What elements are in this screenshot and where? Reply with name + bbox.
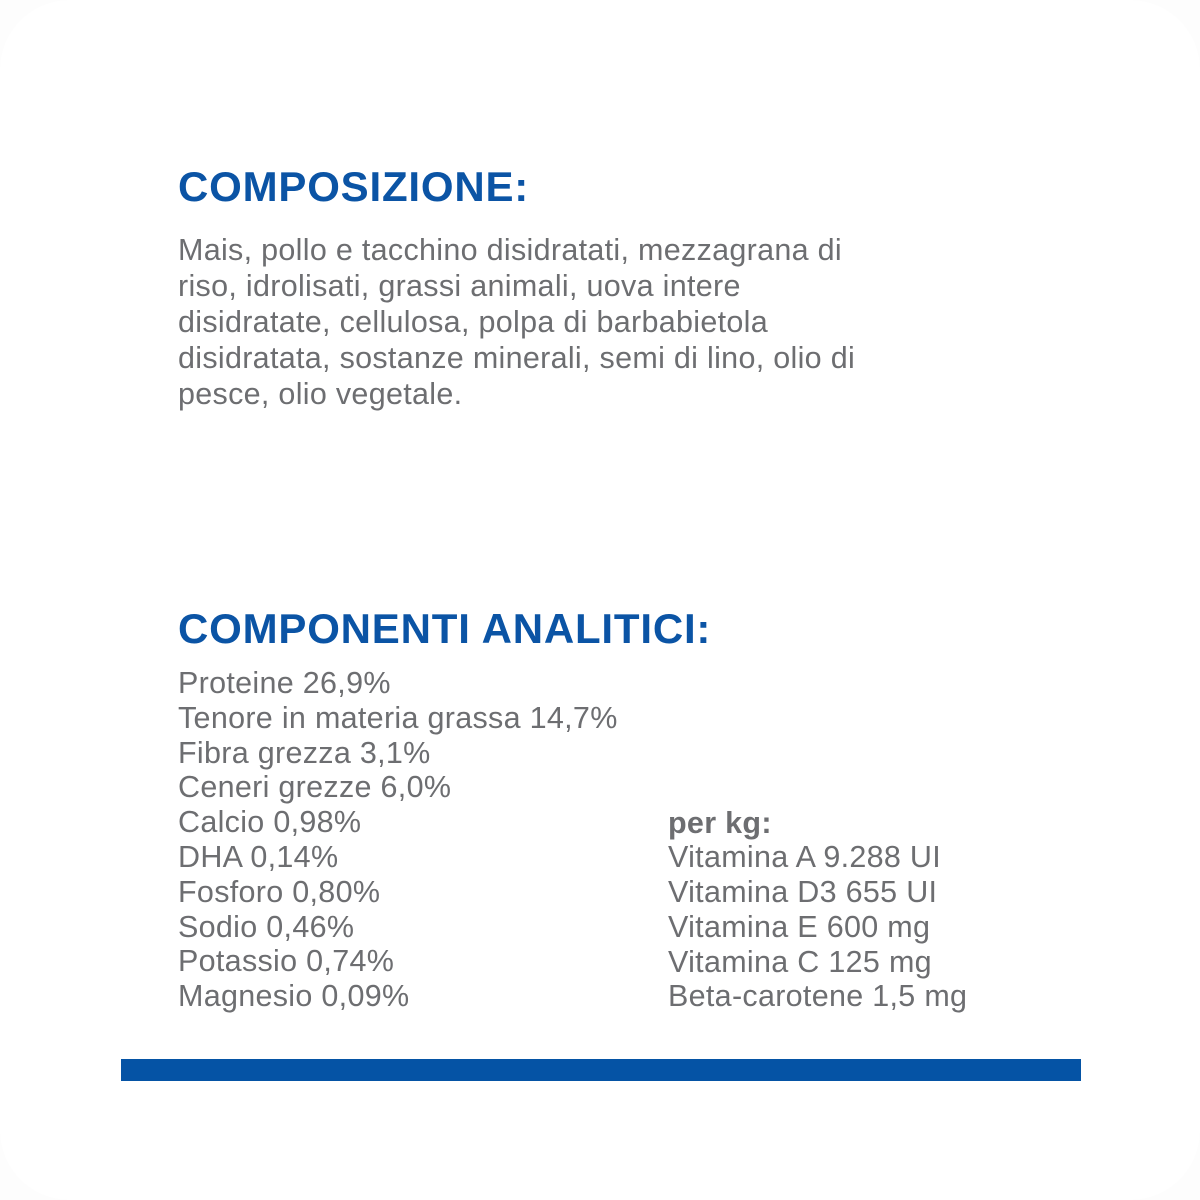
- nutrient-item: Potassio 0,74%: [178, 944, 395, 979]
- nutrient-item: Magnesio 0,09%: [178, 979, 410, 1014]
- vitamin-item: Vitamina A 9.288 UI: [668, 840, 942, 875]
- composition-line: disidratate, cellulosa, polpa di barbabietola: [178, 305, 768, 339]
- vitamin-item: Beta-carotene 1,5 mg: [668, 979, 968, 1014]
- nutrient-item: Calcio 0,98%: [178, 805, 362, 840]
- footer-accent-bar: [121, 1059, 1081, 1081]
- composition-line: riso, idrolisati, grassi animali, uova intere: [178, 269, 741, 303]
- composition-title: COMPOSIZIONE:: [178, 163, 530, 210]
- nutrient-item: Sodio 0,46%: [178, 909, 355, 944]
- per-kg-label: per kg:: [668, 805, 772, 840]
- per-kg-block: [668, 806, 1088, 1015]
- vitamin-list: [668, 840, 1088, 1014]
- composition-line: disidratata, sostanze minerali, semi di lino, olio di: [178, 341, 856, 375]
- nutrient-item: Ceneri grezze 6,0%: [178, 770, 452, 805]
- vitamin-item: Vitamina C 125 mg: [668, 944, 932, 979]
- vitamin-item: Vitamina D3 655 UI: [668, 875, 938, 910]
- analytical-components-title: COMPONENTI ANALITICI:: [178, 605, 712, 652]
- composition-text: [178, 232, 1048, 412]
- nutrient-item: Fosforo 0,80%: [178, 874, 381, 909]
- nutrient-list: [178, 666, 698, 1014]
- nutrient-item: Proteine 26,9%: [178, 666, 391, 700]
- nutrient-item: DHA 0,14%: [178, 839, 339, 874]
- vitamin-item: Vitamina E 600 mg: [668, 909, 931, 944]
- nutrient-item: Tenore in materia grassa 14,7%: [178, 700, 618, 735]
- composition-line: Mais, pollo e tacchino disidratati, mezzagrana di: [178, 233, 843, 267]
- composition-line: pesce, olio vegetale.: [178, 377, 463, 411]
- nutrient-item: Fibra grezza 3,1%: [178, 735, 431, 770]
